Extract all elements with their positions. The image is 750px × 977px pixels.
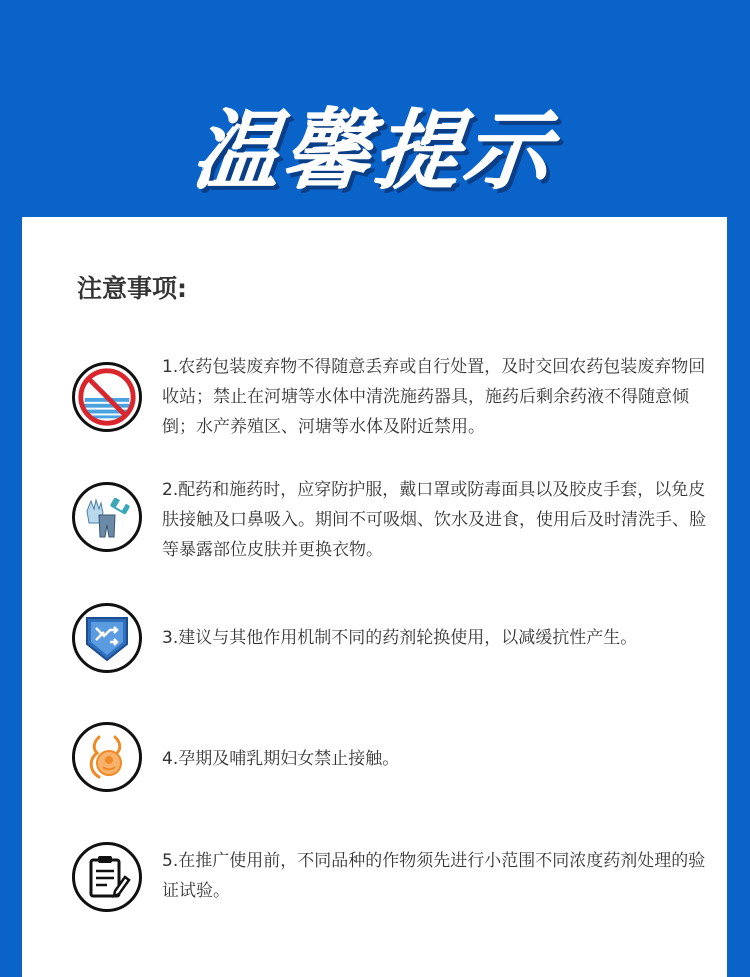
- clipboard-icon: [72, 842, 142, 912]
- notice-text-3: 3.建议与其他作用机制不同的药剂轮换使用，以减缓抗性产生。: [162, 628, 638, 648]
- notice-item-5: [72, 842, 712, 922]
- notice-item-4: [72, 722, 712, 802]
- no-water-contamination-icon: [72, 362, 142, 432]
- notice-text-4: 4.孕期及哺乳期妇女禁止接触。: [162, 749, 400, 769]
- protective-gear-icon: [72, 482, 142, 552]
- banner-title: 温馨提示: [188, 102, 560, 202]
- notice-panel: [22, 217, 727, 977]
- notice-item-2: [72, 482, 712, 562]
- notice-text-1: 1.农药包装废弃物不得随意丢弃或自行处置，及时交回农药包装废弃物回收站；禁止在河塘等水体中清洗施药器具，施药后剩余药液不得随意倾倒；水产养殖区、河塘等水体及附近禁用。: [162, 357, 706, 437]
- rotation-shield-icon: [72, 603, 142, 673]
- notice-text-5: 5.在推广使用前，不同品种的作物须先进行小范围不同浓度药剂处理的验证试验。: [162, 851, 706, 901]
- notice-item-3: [72, 603, 712, 683]
- pregnancy-icon: [72, 722, 142, 792]
- notice-item-1: [72, 357, 712, 442]
- section-heading: 注意事项:: [77, 274, 187, 303]
- notice-text-2: 2.配药和施药时，应穿防护服，戴口罩或防毒面具以及胶皮手套，以免皮肤接触及口鼻吸入。期间不可吸烟、饮水及进食，使用后及时清洗手、脸等暴露部位皮肤并更换衣物。: [162, 480, 706, 560]
